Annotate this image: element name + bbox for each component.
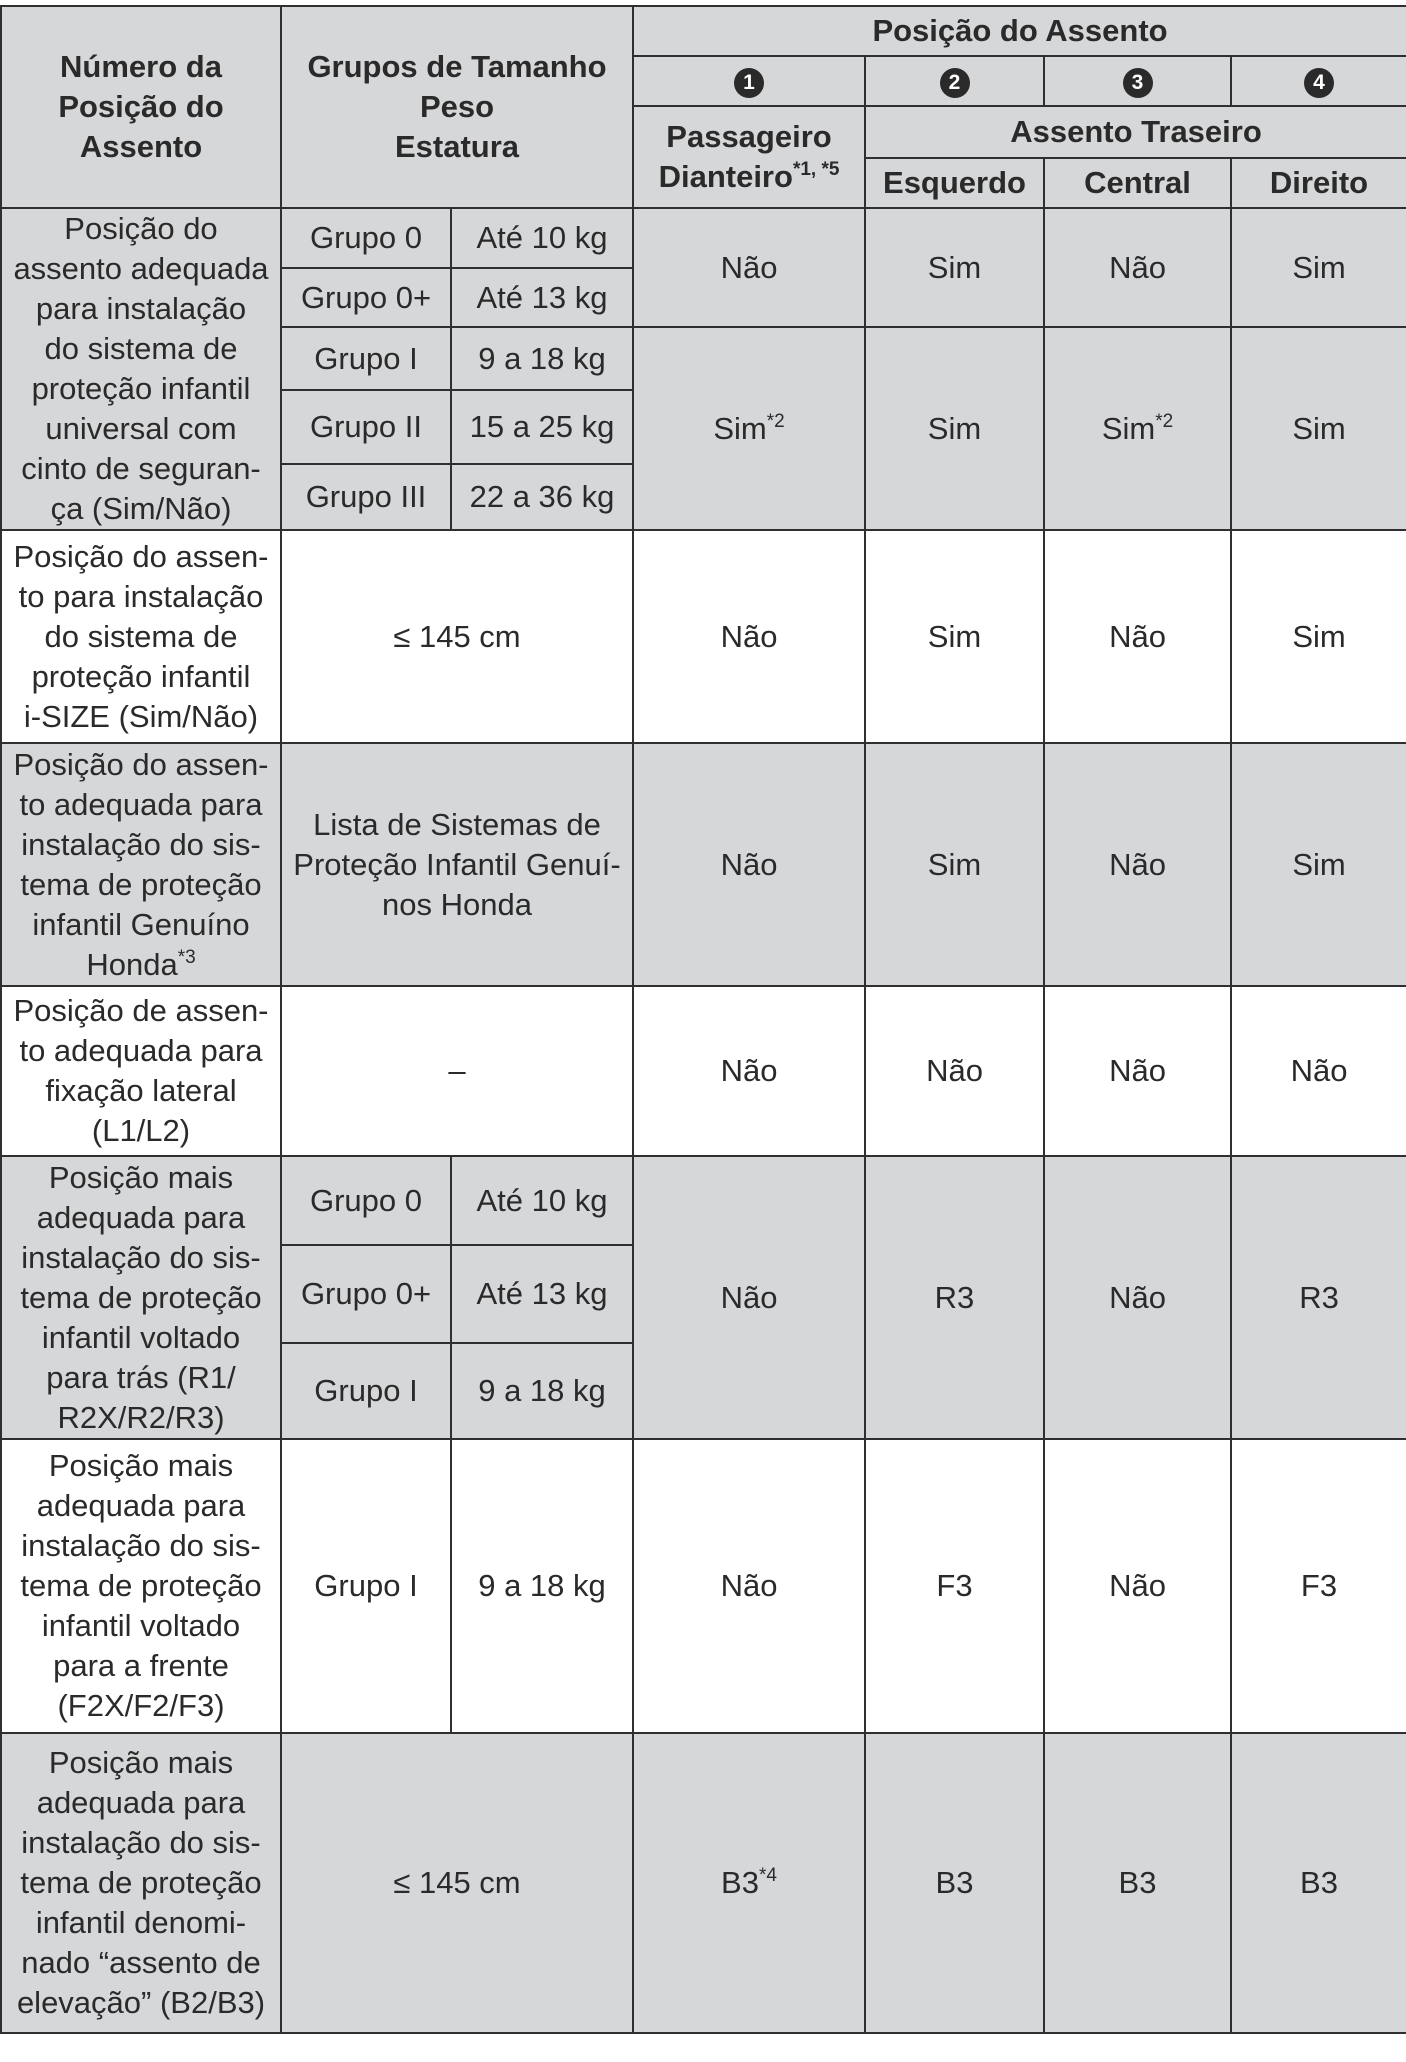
header-seat-number: Número da Posição do Assento (1, 6, 281, 208)
value-cell: Sim$^{*2}$ (633, 327, 865, 530)
weight-cell: 9 a 18 kg (451, 1343, 633, 1439)
value-cell: Não (1044, 208, 1231, 327)
circled-number-4: 4 (1304, 68, 1334, 98)
weight-cell: 22 a 36 kg (451, 464, 633, 530)
weight-cell: Até 13 kg (451, 268, 633, 327)
row-rear-facing-desc: Posição mais adequada para instalação do sis- tema de proteção infantil voltado para trás (R1/ R2X/R2/R3) (1, 1156, 281, 1439)
weight-cell: Até 10 kg (451, 1156, 633, 1245)
value-cell: Não (1231, 986, 1406, 1156)
value-cell: Sim (865, 327, 1044, 530)
header-groups: Grupos de Tamanho Peso Estatura (281, 6, 633, 208)
value-cell: Sim (1231, 208, 1406, 327)
header-seat-position: Posição do Assento (633, 6, 1406, 56)
group-cell: Grupo 0 (281, 208, 451, 268)
seat-number-4 (1231, 56, 1406, 106)
value-cell: Não (1044, 986, 1231, 1156)
circled-number-2: 2 (940, 68, 970, 98)
row-booster-desc: Posição mais adequada para instalação do sis- tema de proteção infantil denomi- nado “assento de elevação” (B2/B3) (1, 1733, 281, 2033)
value-cell: Não (865, 986, 1044, 1156)
value-cell: Sim (865, 530, 1044, 743)
header-center: Central (1044, 158, 1231, 208)
seat-number-1 (633, 56, 865, 106)
seat-number-3 (1044, 56, 1231, 106)
circled-number-3: 3 (1123, 68, 1153, 98)
header-left: Esquerdo (865, 158, 1044, 208)
value-cell: Não (633, 1439, 865, 1733)
value-cell: Sim (1231, 743, 1406, 986)
row-forward-facing-desc: Posição mais adequada para instalação do sis- tema de proteção infantil voltado para a frente (F2X/F2/F3) (1, 1439, 281, 1733)
header-rear-seat: Assento Traseiro (865, 106, 1406, 158)
value-cell: Não (633, 1156, 865, 1439)
value-cell: Não (633, 743, 865, 986)
group-cell: Grupo I (281, 1439, 451, 1733)
value-cell: Não (633, 986, 865, 1156)
value-cell: B3 (1044, 1733, 1231, 2033)
size-cell: ≤ 145 cm (281, 530, 633, 743)
value-cell: R3 (1231, 1156, 1406, 1439)
weight-cell: Até 10 kg (451, 208, 633, 268)
weight-cell: Até 13 kg (451, 1245, 633, 1343)
group-cell: Grupo 0+ (281, 268, 451, 327)
value-cell: Não (1044, 743, 1231, 986)
row-lateral-desc: Posição de assen- to adequada para fixação lateral (L1/L2) (1, 986, 281, 1156)
group-cell: Grupo I (281, 327, 451, 390)
weight-cell: 9 a 18 kg (451, 327, 633, 390)
row-isize-desc: Posição do assen- to para instalação do sistema de proteção infantil i-SIZE (Sim/Não) (1, 530, 281, 743)
value-cell: Sim (865, 743, 1044, 986)
header-front-passenger: Passageiro Dianteiro$^{*1, *5}$ (633, 106, 865, 208)
row-honda-desc: Posição do assen- to adequada para instalação do sis- tema de proteção infantil Genuíno Honda$^{*3}$ (1, 743, 281, 986)
value-cell: Não (1044, 1439, 1231, 1733)
honda-list-cell: Lista de Sistemas de Proteção Infantil Genuí- nos Honda (281, 743, 633, 986)
group-cell: Grupo II (281, 390, 451, 464)
group-cell: Grupo III (281, 464, 451, 530)
value-cell: Sim (865, 208, 1044, 327)
value-cell: Não (633, 208, 865, 327)
row-universal-desc: Posição do assento adequada para instalação do sistema de proteção infantil universal com cinto de seguran- ça (Sim/Não) (1, 208, 281, 530)
header-right: Direito (1231, 158, 1406, 208)
value-cell: Não (1044, 1156, 1231, 1439)
value-cell: Sim$^{*2}$ (1044, 327, 1231, 530)
weight-cell: 9 a 18 kg (451, 1439, 633, 1733)
group-cell: Grupo I (281, 1343, 451, 1439)
weight-cell: 15 a 25 kg (451, 390, 633, 464)
value-cell: Sim (1231, 530, 1406, 743)
value-cell: F3 (865, 1439, 1044, 1733)
footnote-marks: *1, *5 (792, 159, 840, 180)
value-cell: R3 (865, 1156, 1044, 1439)
size-cell: ≤ 145 cm (281, 1733, 633, 2033)
value-cell: Não (1044, 530, 1231, 743)
group-cell: Grupo 0+ (281, 1245, 451, 1343)
value-cell: Sim (1231, 327, 1406, 530)
circled-number-1: 1 (734, 68, 764, 98)
size-cell: – (281, 986, 633, 1156)
group-cell: Grupo 0 (281, 1156, 451, 1245)
value-cell: B3$^{*4}$ (633, 1733, 865, 2033)
child-seat-compatibility-table (0, 5, 1406, 2034)
value-cell: F3 (1231, 1439, 1406, 1733)
value-cell: B3 (865, 1733, 1044, 2033)
value-cell: Não (633, 530, 865, 743)
value-cell: B3 (1231, 1733, 1406, 2033)
seat-number-2 (865, 56, 1044, 106)
